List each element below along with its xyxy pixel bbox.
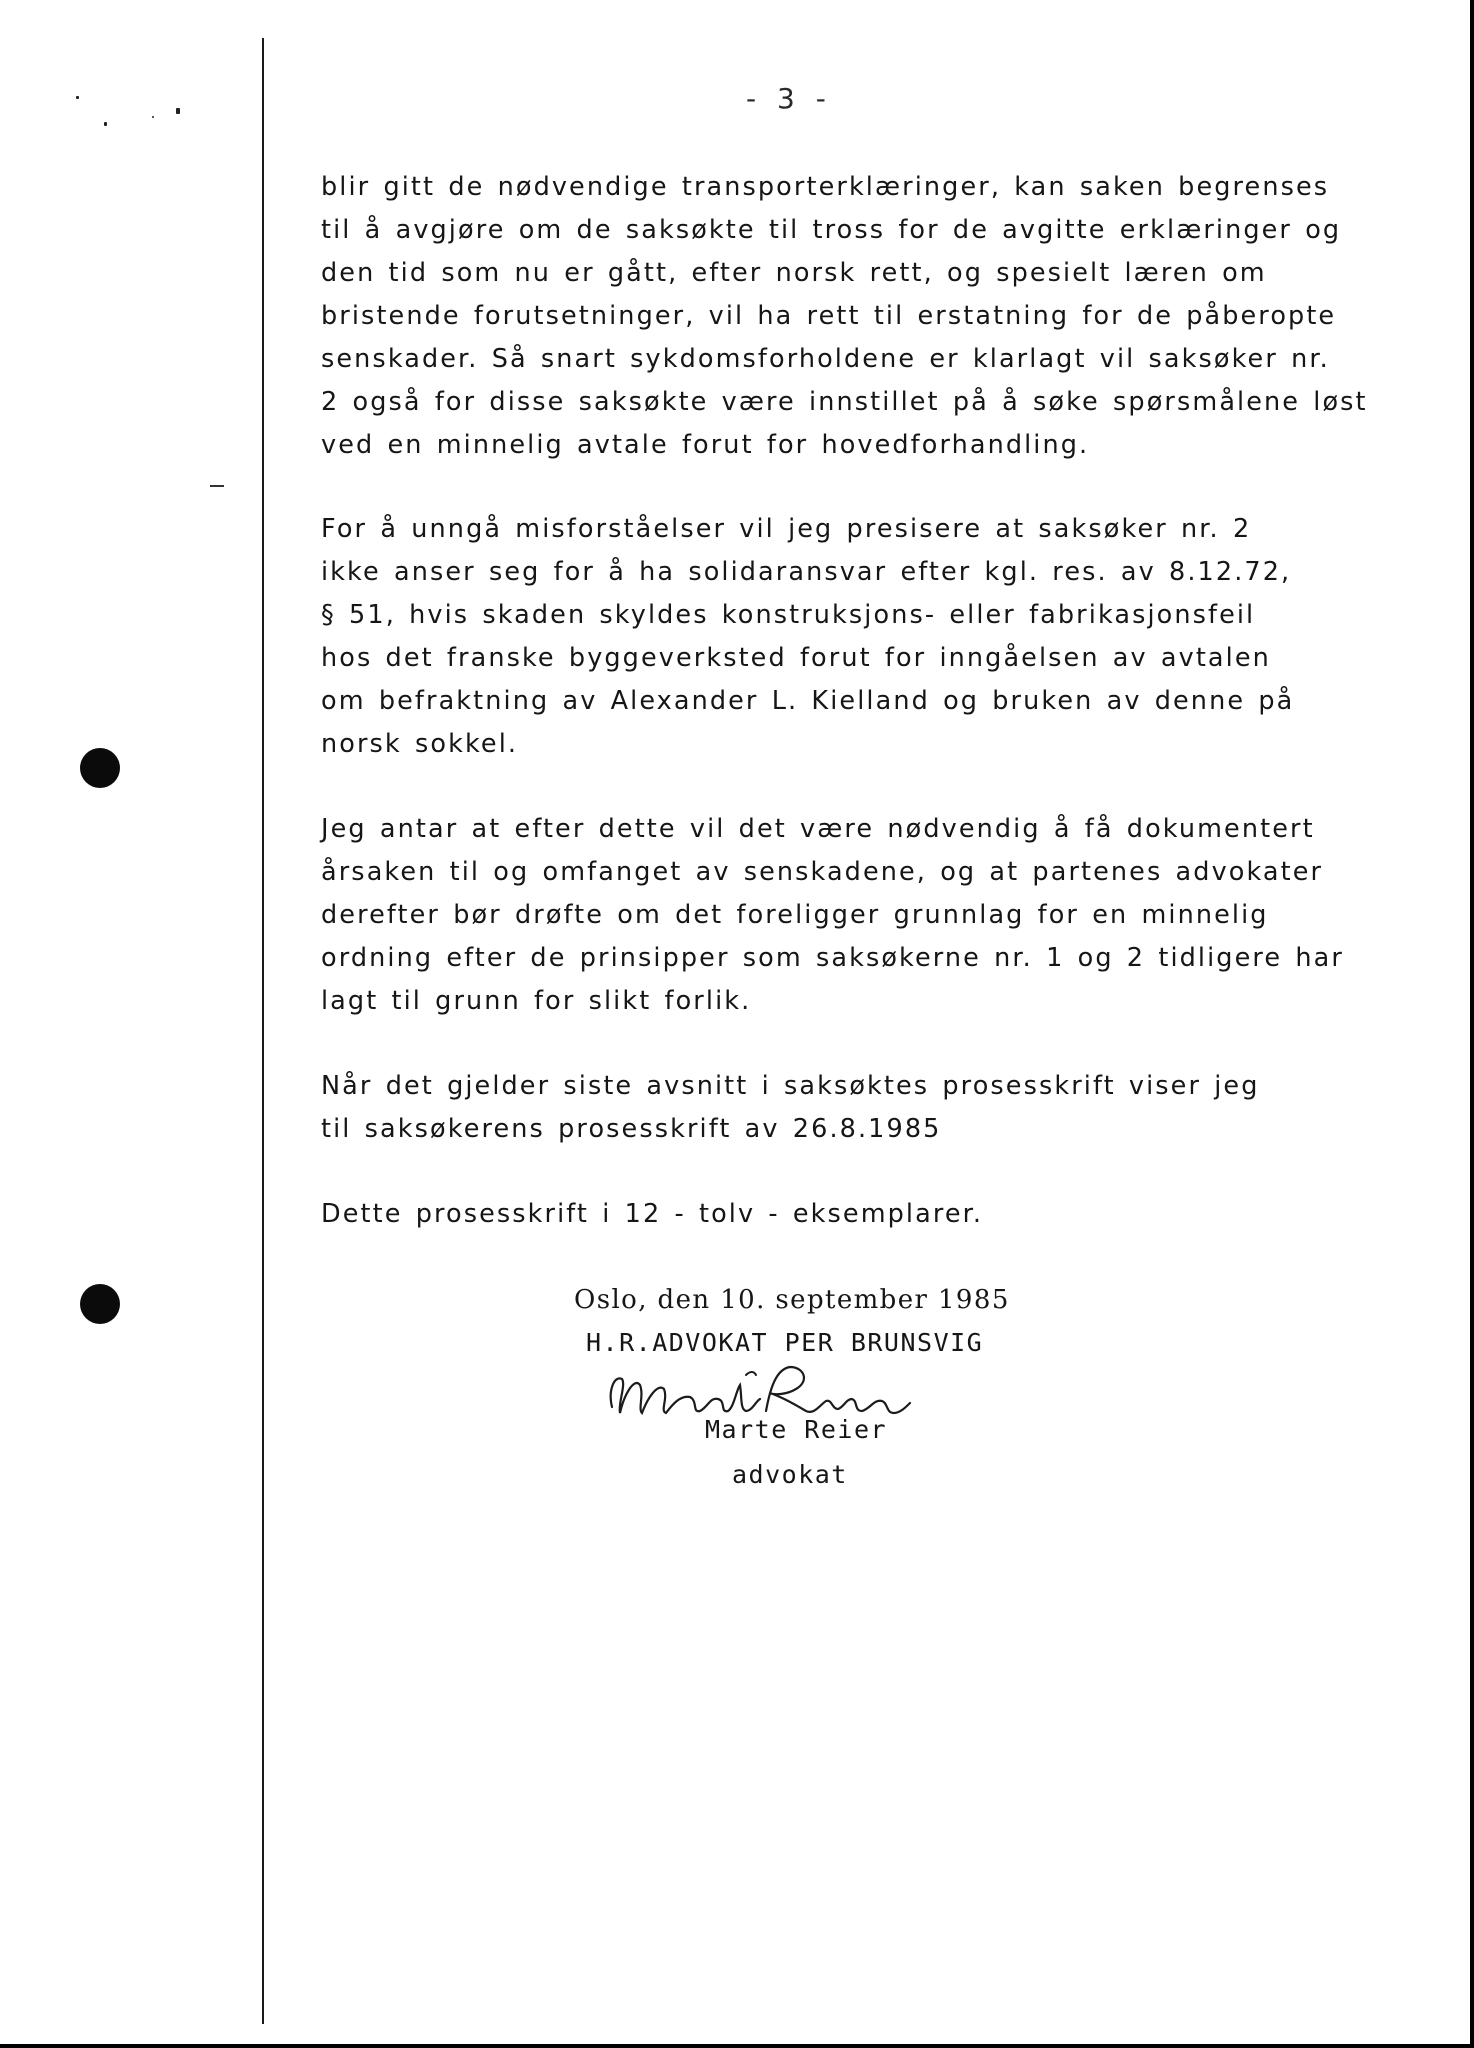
text-line: årsaken til og omfanget av senskadene, og at partenes advokater	[321, 857, 1324, 887]
scan-speck	[76, 96, 79, 99]
text-line: Dette prosesskrift i 12 - tolv - eksemplarer.	[321, 1199, 984, 1229]
text-line: § 51, hvis skaden skyldes konstruksjons- eller fabrikasjonsfeil	[321, 600, 1256, 630]
law-firm-name: H.R.ADVOKAT PER BRUNSVIG	[586, 1328, 984, 1357]
scan-border-right	[1470, 0, 1474, 2048]
signatory-name: Marte Reier	[705, 1415, 888, 1444]
paragraph-2	[321, 508, 1361, 766]
text-line: til å avgjøre om de saksøkte til tross for de avgitte erklæringer og	[321, 215, 1342, 245]
scan-speck	[104, 122, 107, 126]
paragraph-1	[321, 166, 1368, 467]
margin-rule	[262, 38, 264, 2024]
paragraph-3	[321, 808, 1361, 1023]
text-line: om befraktning av Alexander L. Kielland og bruken av denne på	[321, 686, 1295, 716]
scan-speck	[176, 108, 180, 114]
text-line: hos det franske byggeverksted forut for inngåelsen av avtalen	[321, 643, 1271, 673]
text-line: den tid som nu er gått, efter norsk rett, og spesielt læren om	[321, 258, 1267, 288]
text-line: senskader. Så snart sykdomsforholdene er klarlagt vil saksøker nr.	[321, 344, 1330, 374]
text-line: lagt til grunn for slikt forlik.	[321, 986, 752, 1016]
text-line: ordning efter de prinsipper som saksøkerne nr. 1 og 2 tidligere har	[321, 943, 1344, 973]
signatory-title: advokat	[732, 1460, 848, 1489]
text-line: derefter bør drøfte om det foreligger grunnlag for en minnelig	[321, 900, 1269, 930]
punch-hole-top	[80, 748, 120, 788]
text-line: Jeg antar at efter dette vil det være nødvendig å få dokumentert	[321, 814, 1315, 844]
paragraph-4	[321, 1065, 1361, 1151]
text-line: 2 også for disse saksøkte være innstillet på å søke spørsmålene løst	[321, 387, 1368, 417]
text-line: ikke anser seg for å ha solidaransvar efter kgl. res. av 8.12.72,	[321, 557, 1292, 587]
page-number: - 3 -	[746, 82, 832, 115]
text-line: blir gitt de nødvendige transporterklæringer, kan saken begrenses	[321, 172, 1330, 202]
scan-speck	[152, 116, 154, 118]
text-line: ved en minnelig avtale forut for hovedforhandling.	[321, 430, 1090, 460]
text-line: norsk sokkel.	[321, 729, 519, 759]
scan-border-bottom	[0, 2044, 1474, 2048]
punch-hole-bottom	[80, 1284, 120, 1324]
text-line: Når det gjelder siste avsnitt i saksøktes prosesskrift viser jeg	[321, 1071, 1260, 1101]
place-date: Oslo, den 10. september 1985	[574, 1285, 1010, 1315]
text-line: bristende forutsetninger, vil ha rett til erstatning for de påberopte	[321, 301, 1337, 331]
text-line: For å unngå misforståelser vil jeg presisere at saksøker nr. 2	[321, 514, 1252, 544]
margin-mark	[210, 485, 224, 487]
text-line: til saksøkerens prosesskrift av 26.8.1985	[321, 1114, 942, 1144]
paragraph-5	[321, 1193, 1361, 1236]
